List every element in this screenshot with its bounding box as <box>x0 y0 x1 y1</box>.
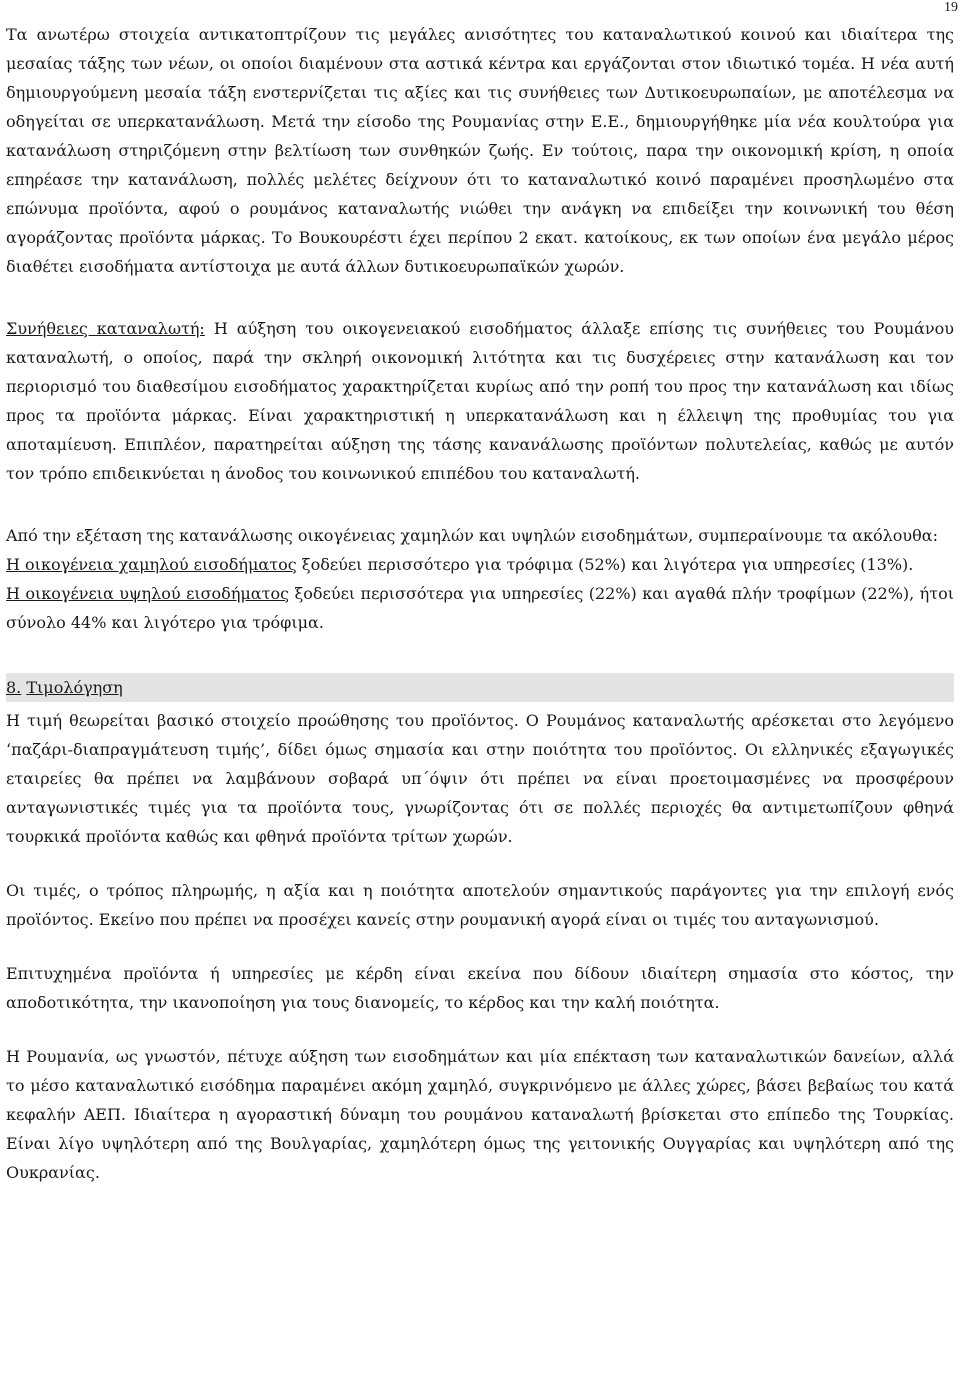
page-number: 19 <box>944 0 958 15</box>
paragraph-low-income <box>6 550 954 579</box>
paragraph-price-importance: Η τιμή θεωρείται βασικό στοιχείο προώθησης του προϊόντος. Ο Ρουμάνος καταναλωτής αρέσκεται στο λεγόμενο ‘παζάρι-διαπραγμάτευση τιμής’, δίδει όμως σημασία και στην ποιότητα του προϊόντος. Οι ελληνικές εξαγωγικές εταιρείες θα πρέπει να λαμβάνουν σοβαρά υπ΄όψιν ότι πρέπει να είναι προετοιμασμένες να προσφέρουν ανταγωνιστικές τιμές για τα προϊόντα τους, γνωρίζοντας ότι σε πολλές περιοχές θα αντιμετωπίζουν φθηνά τουρκικά προϊόντα καθώς και φθηνά προϊόντα τρίτων χωρών. <box>6 711 954 846</box>
paragraph-consumer-habits <box>6 314 954 488</box>
consumer-habits-label: Συνήθειες καταναλωτή: <box>6 319 205 338</box>
paragraph-income-comparison: Από την εξέταση της κατανάλωσης οικογένειας χαμηλών και υψηλών εισοδημάτων, συμπεραίνουμε τα ακόλουθα: <box>6 526 938 545</box>
paragraph-inequalities: Τα ανωτέρω στοιχεία αντικατοπτρίζουν τις μεγάλες ανισότητες του καταναλωτικού κοινού και ιδιαίτερα της μεσαίας τάξης των νέων, οι οποίοι διαμένουν στα αστικά κέντρα και εργάζονται στον ιδιωτικό τομέα. Η νέα αυτή δημιουργούμενη μεσαία τάξη ενστερνίζεται τις αξίες και τις συνήθειες των Δυτικοευρωπαίων, με αποτέλεσμα να οδηγείται σε υπερκατανάλωση. Μετά την είσοδο της Ρουμανίας στην Ε.Ε., δημιουργήθηκε μία νέα κουλτούρα για κατανάλωση στηριζόμενη στην βελτίωση των συνθηκών ζωής. Εν τούτοις, παρα την οικονομική κρίση, η οποία επηρέασε την κατανάλωση, πολλές μελέτες δείχνουν ότι το καταναλωτικό κοινό παραμένει προσηλωμένο στα επώνυμα προϊόντα, αφού ο ρουμάνος καταναλωτής νιώθει την ανάγκη να επιδείξει την κοινωνική του θέση αγοράζοντας προϊόντα μάρκας. Το Βουκουρέστι έχει περίπου 2 εκατ. κατοίκους, εκ των οποίων ένα μεγάλο μέρος διαθέτει εισοδήματα αντίστοιχα με αυτά άλλων δυτικοευρωπαϊκών χωρών. <box>6 25 954 276</box>
consumer-habits-text: Η αύξηση του οικογενειακού εισοδήματος άλλαξε επίσης τις συνήθειες του Ρουμάνου καταναλωτή, ο οποίος, παρά την σκληρή οικονομική λιτότητα και τις δυσχέρειες στην κατανάλωση και τον περιορισμό του διαθεσίμου εισοδήματος χαρακτηρίζεται κυρίως από την ροπή του προς την κατανάλωση και ιδίως προς τα προϊόντα μάρκας. Είναι χαρακτηριστική η υπερκατανάλωση και η έλλειψη της προθυμίας του για αποταμίευση. Επιπλέον, παρατηρείται αύξηση της τάσης κανανάλωσης προϊόντων πολυτελείας, καθώς με αυτόν τον τρόπο επιδεικνύεται η άνοδος του κοινωνικού επιπέδου του καταναλωτή. <box>6 319 955 483</box>
paragraph-successful-products: Επιτυχημένα προϊόντα ή υπηρεσίες με κέρδη είναι εκείνα που δίδουν ιδιαίτερη σημασία στο κόστος, την αποδοτικότητα, την ικανοποίηση για τους διανομείς, το κέρδος και την καλή ποιότητα. <box>6 964 954 1012</box>
high-income-label: Η οικογένεια υψηλού εισοδήματος <box>6 584 290 603</box>
paragraph-purchasing-power: Η Ρουμανία, ως γνωστόν, πέτυχε αύξηση των εισοδημάτων και μία επέκταση των καταναλωτικών δανείων, αλλά το μέσο καταναλωτικό εισόδημα παραμένει ακόμη χαμηλό, συγκρινόμενο με άλλες χώρες, βάσει βεβαίως του κατά κεφαλήν ΑΕΠ. Ιδιαίτερα η αγοραστική δύναμη του ρουμάνου καταναλωτή βρίσκεται στο επίπεδο της Τουρκίας. Είναι λίγο υψηλότερη από της Βουλγαρίας, χαμηλότερη όμως της γειτονικής Ουγγαρίας και υψηλότερη από της Ουκρανίας. <box>6 1047 954 1182</box>
section-title: Τιμολόγηση <box>26 678 123 697</box>
document-body <box>6 20 954 1187</box>
paragraph-high-income <box>6 579 954 637</box>
section-number: 8. <box>6 678 22 697</box>
section-heading-pricing <box>6 673 954 702</box>
low-income-label: Η οικογένεια χαμηλού εισοδήματος <box>6 555 297 574</box>
high-income-text: ξοδεύει περισσότερα για υπηρεσίες (22%) και αγαθά πλήν τροφίμων (22%), ήτοι σύνολο 44% και λιγότερο για τρόφιμα. <box>6 584 954 632</box>
paragraph-price-factors: Οι τιμές, ο τρόπος πληρωμής, η αξία και η ποιότητα αποτελούν σημαντικούς παράγοντες για την επιλογή ενός προϊόντος. Εκείνο που πρέπει να προσέχει κανείς στην ρουμανική αγορά είναι οι τιμές του ανταγωνισμού. <box>6 881 954 929</box>
low-income-text: ξοδεύει περισσότερο για τρόφιμα (52%) και λιγότερα για υπηρεσίες (13%). <box>296 555 914 574</box>
